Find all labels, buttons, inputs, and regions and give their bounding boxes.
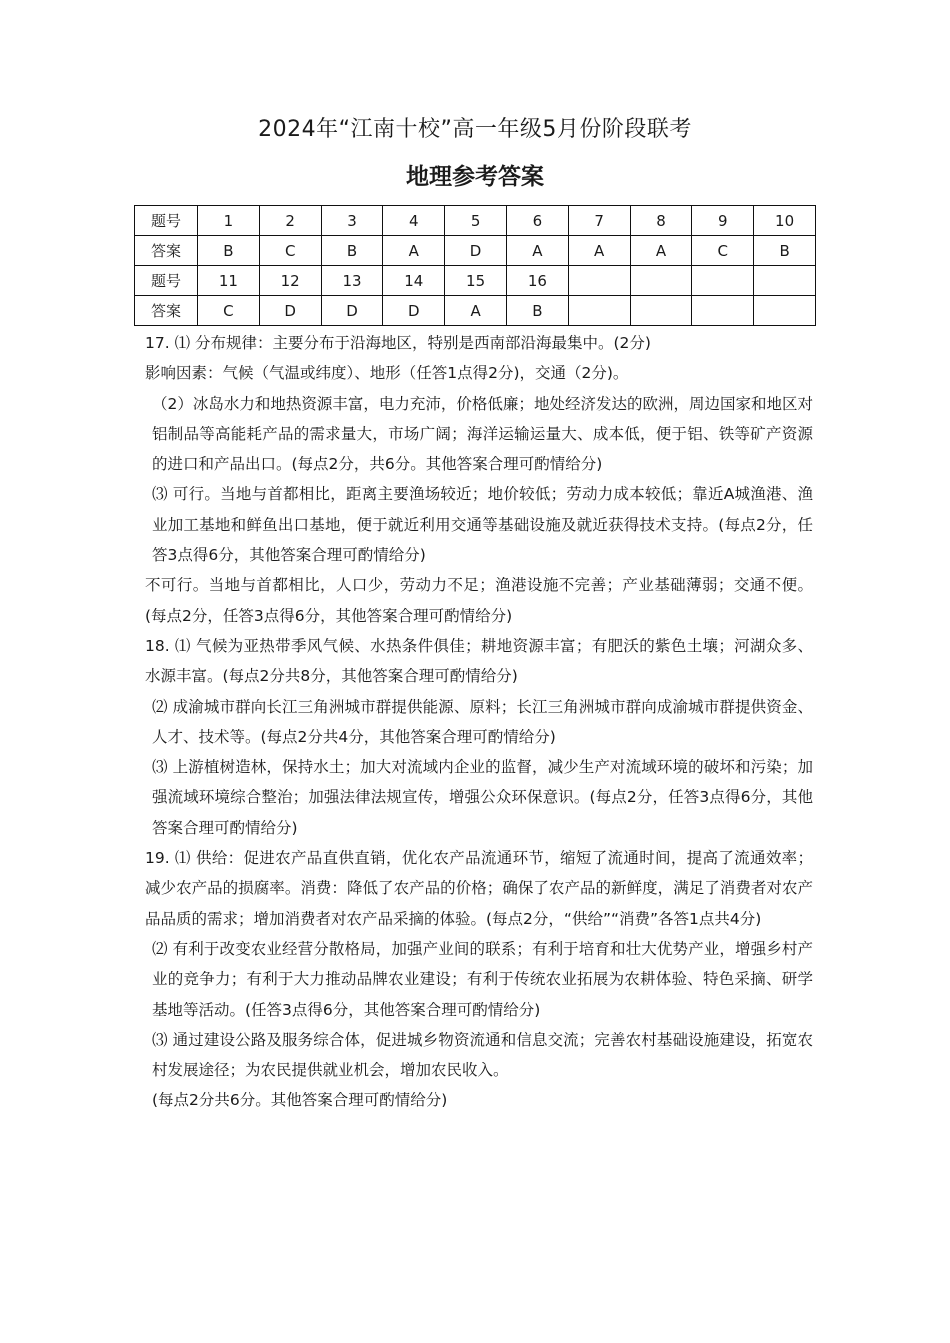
- table-cell: B: [198, 236, 260, 266]
- table-cell: D: [259, 296, 321, 326]
- answer-paragraph: ⑵ 成渝城市群向长江三角洲城市群提供能源、原料；长江三角洲城市群向成渝城市群提供资金、人才、技术等。(每点2分共4分，其他答案合理可酌情给分): [152, 697, 813, 746]
- table-cell: 14: [383, 266, 445, 296]
- table-cell: A: [630, 236, 692, 266]
- table-cell: 5: [445, 206, 507, 236]
- table-cell: D: [321, 296, 383, 326]
- table-cell: 6: [506, 206, 568, 236]
- table-cell: [692, 296, 754, 326]
- page-title: 2024年“江南十校”高一年级5月份阶段联考: [258, 117, 692, 142]
- table-cell: 7: [568, 206, 630, 236]
- row-label: 答案: [135, 236, 198, 266]
- table-cell: C: [692, 236, 754, 266]
- page-subtitle: 地理参考答案: [406, 164, 544, 190]
- answer-paragraph: 19. ⑴ 供给：促进农产品直供直销，优化农产品流通环节，缩短了流通时间，提高了流通效率；减少农产品的损腐率。消费：降低了农产品的价格；确保了农产品的新鲜度，满足了消费者对农产品品质的需求；增加消费者对农产品采摘的体验。(每点2分，“供给”“消费”各答1点共4分): [145, 849, 813, 928]
- table-cell: C: [198, 296, 260, 326]
- table-cell: 12: [259, 266, 321, 296]
- table-cell: 3: [321, 206, 383, 236]
- table-cell: [692, 266, 754, 296]
- table-cell: A: [445, 296, 507, 326]
- table-cell: 8: [630, 206, 692, 236]
- table-cell: [630, 266, 692, 296]
- answer-paragraph: 17. ⑴ 分布规律：主要分布于沿海地区，特别是西南部沿海最集中。(2分): [145, 334, 651, 352]
- row-label: 题号: [135, 206, 198, 236]
- table-cell: B: [506, 296, 568, 326]
- table-cell: [568, 266, 630, 296]
- answer-paragraph: ⑶ 可行。当地与首都相比，距离主要渔场较近；地价较低；劳动力成本较低；靠近A城渔港、渔业加工基地和鲜鱼出口基地，便于就近利用交通等基础设施及就近获得技术支持。(每点2分，任答3点得6分，其他答案合理可酌情给分): [152, 485, 813, 565]
- table-cell: [630, 296, 692, 326]
- answer-paragraph: ⑵ 有利于改变农业经营分散格局，加强产业间的联系；有利于培育和壮大优势产业，增强乡村产业的竞争力；有利于大力推动品牌农业建设；有利于传统农业拓展为农耕体验、特色采摘、研学基地等活动。(任答3点得6分，其他答案合理可酌情给分): [152, 939, 813, 1019]
- table-cell: 9: [692, 206, 754, 236]
- table-cell: A: [383, 236, 445, 266]
- table-cell: B: [321, 236, 383, 266]
- answer-table: [134, 205, 816, 326]
- table-cell: 4: [383, 206, 445, 236]
- answer-paragraph: 影响因素：气候（气温或纬度）、地形（任答1点得2分)，交通（2分)。: [145, 364, 629, 383]
- table-cell: 1: [198, 206, 260, 236]
- answer-paragraph: （2）冰岛水力和地热资源丰富，电力充沛，价格低廉；地处经济发达的欧洲，周边国家和地区对铝制品等高能耗产品的需求量大，市场广阔；海洋运输运量大、成本低，便于铝、铁等矿产资源的进口和产品出口。(每点2分，共6分。其他答案合理可酌情给分): [152, 394, 813, 474]
- row-label: 答案: [135, 296, 198, 326]
- answer-paragraph: 不可行。当地与首都相比，人口少，劳动力不足；渔港设施不完善；产业基础薄弱；交通不便。(每点2分，任答3点得6分，其他答案合理可酌情给分): [145, 576, 813, 625]
- table-cell: C: [259, 236, 321, 266]
- table-cell: A: [568, 236, 630, 266]
- table-cell: D: [383, 296, 445, 326]
- table-cell: 10: [754, 206, 816, 236]
- table-cell: 13: [321, 266, 383, 296]
- table-cell: D: [445, 236, 507, 266]
- table-cell: 15: [445, 266, 507, 296]
- row-label: 题号: [135, 266, 198, 296]
- table-row: [135, 266, 816, 296]
- table-cell: 2: [259, 206, 321, 236]
- table-cell: 11: [198, 266, 260, 296]
- table-cell: [568, 296, 630, 326]
- answer-explanations: [145, 328, 813, 1116]
- table-row: [135, 206, 816, 236]
- table-cell: A: [506, 236, 568, 266]
- table-cell: 16: [506, 266, 568, 296]
- answer-paragraph: ⑶ 通过建设公路及服务综合体，促进城乡物资流通和信息交流；完善农村基础设施建设，拓宽农村发展途径；为农民提供就业机会，增加农民收入。: [152, 1030, 813, 1080]
- table-row: [135, 236, 816, 266]
- table-row: [135, 296, 816, 326]
- table-cell: [754, 266, 816, 296]
- table-cell: B: [754, 236, 816, 266]
- answer-paragraph: 18. ⑴ 气候为亚热带季风气候、水热条件俱佳；耕地资源丰富；有肥沃的紫色土壤；河湖众多、水源丰富。(每点2分共8分，其他答案合理可酌情给分): [145, 636, 813, 686]
- table-cell: [754, 296, 816, 326]
- answer-paragraph: ⑶ 上游植树造林，保持水土；加大对流域内企业的监督，减少生产对流域环境的破坏和污染；加强流域环境综合整治；加强法律法规宣传，增强公众环保意识。(每点2分，任答3点得6分，其他答案合理可酌情给分): [152, 758, 813, 837]
- answer-paragraph: (每点2分共6分。其他答案合理可酌情给分): [152, 1091, 448, 1110]
